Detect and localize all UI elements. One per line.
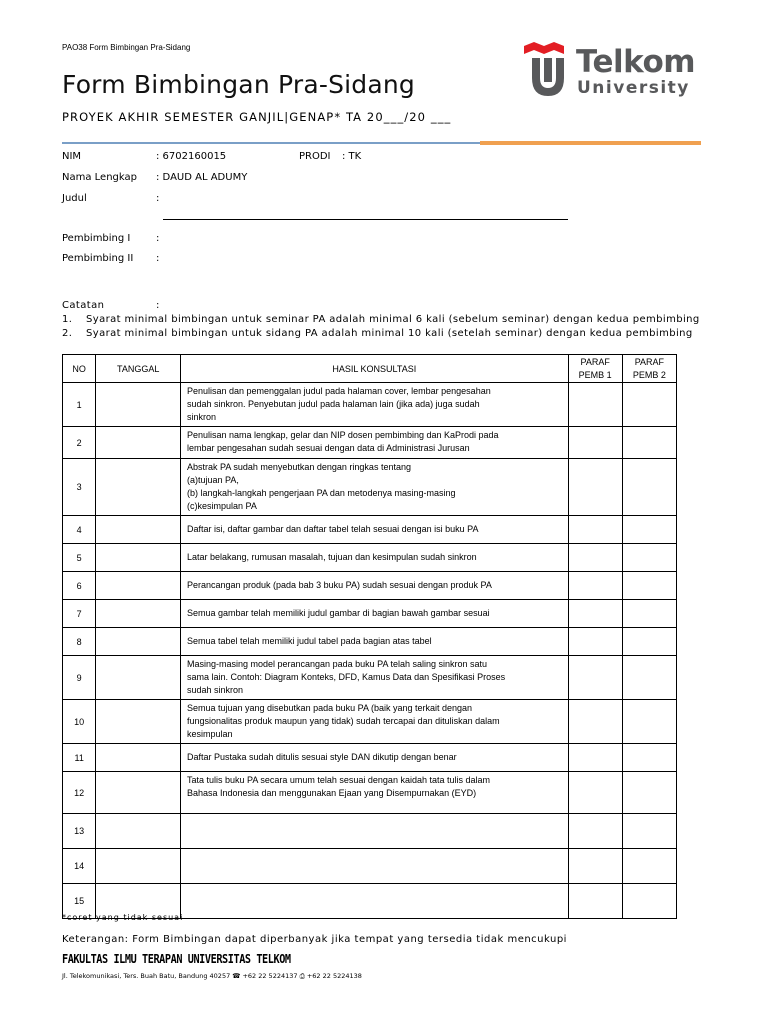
row-number: 10 [63, 700, 96, 744]
hasil-line: Penulisan nama lengkap, gelar dan NIP dosen pembimbing dan KaProdi pada [186, 430, 499, 440]
header-paraf-pemb2-line2: PEMB 2 [632, 369, 666, 380]
hasil-line: sudah sinkron [186, 685, 244, 695]
paraf-pemb2-cell[interactable] [622, 884, 676, 919]
row-number: 4 [63, 516, 96, 544]
paraf-pemb1-cell[interactable] [568, 884, 622, 919]
tanggal-cell[interactable] [96, 849, 181, 884]
paraf-pemb2-cell[interactable] [622, 849, 676, 884]
fakultas-address: Jl. Telekomunikasi, Ters. Buah Batu, Bandung 40257 ☎ +62 22 5224137 ⎙ +62 22 5224138 [62, 972, 362, 980]
tanggal-cell[interactable] [96, 427, 181, 459]
hasil-line: Daftar isi, daftar gambar dan daftar tabel telah sesuai dengan isi buku PA [186, 524, 479, 534]
paraf-pemb2-cell[interactable] [622, 628, 676, 656]
hasil-konsultasi-cell [180, 544, 568, 572]
tanggal-cell[interactable] [96, 383, 181, 427]
table-row [63, 600, 677, 628]
paraf-pemb2-cell[interactable] [622, 544, 676, 572]
header-paraf-pemb2-line1: PARAF [634, 356, 665, 367]
hasil-konsultasi-cell [180, 849, 568, 884]
hasil-line: sinkron [186, 412, 216, 422]
hasil-konsultasi-cell [180, 744, 568, 772]
hasil-line: Semua tabel telah memiliki judul tabel pada bagian atas tabel [186, 636, 432, 646]
konsultasi-table [62, 354, 677, 919]
header-paraf-pemb2 [622, 355, 676, 383]
table-row [63, 516, 677, 544]
prodi-label: PRODI [299, 151, 331, 162]
hasil-konsultasi-cell [180, 656, 568, 700]
tanggal-cell[interactable] [96, 600, 181, 628]
row-number: 15 [63, 884, 96, 919]
hasil-konsultasi-cell [180, 572, 568, 600]
catatan-item: Syarat minimal bimbingan untuk sidang PA adalah minimal 10 kali (setelah seminar) dengan kedua pembimbing [86, 328, 693, 339]
paraf-pemb1-cell[interactable] [568, 656, 622, 700]
keterangan-note: Keterangan: Form Bimbingan dapat diperbanyak jika tempat yang tersedia tidak mencukupi [62, 934, 567, 945]
judul-value: : [156, 193, 160, 204]
hasil-line: kesimpulan [186, 729, 233, 739]
table-header-row [63, 355, 677, 383]
row-number: 3 [63, 459, 96, 516]
page-subtitle: PROYEK AKHIR SEMESTER GANJIL|GENAP* TA 20___/20 ___ [62, 110, 452, 124]
paraf-pemb1-cell[interactable] [568, 459, 622, 516]
catatan-item-num: 2. [62, 328, 73, 339]
row-number: 8 [63, 628, 96, 656]
hasil-line: Tata tulis buku PA secara umum telah sesuai dengan kaidah tata tulis dalam [186, 775, 490, 785]
row-number: 1 [63, 383, 96, 427]
header-paraf-pemb1-line2: PEMB 1 [578, 369, 612, 380]
paraf-pemb2-cell[interactable] [622, 427, 676, 459]
table-row [63, 772, 677, 814]
nama-label: Nama Lengkap [62, 172, 137, 183]
telkom-logo-icon [522, 42, 578, 100]
paraf-pemb1-cell[interactable] [568, 600, 622, 628]
paraf-pemb2-cell[interactable] [622, 600, 676, 628]
hasil-konsultasi-cell [180, 884, 568, 919]
hasil-konsultasi-cell [180, 383, 568, 427]
hasil-konsultasi-cell [180, 427, 568, 459]
table-row [63, 849, 677, 884]
paraf-pemb1-cell[interactable] [568, 744, 622, 772]
table-row [63, 572, 677, 600]
page-title: Form Bimbingan Pra-Sidang [62, 70, 415, 99]
hasil-line: Latar belakang, rumusan masalah, tujuan dan kesimpulan sudah sinkron [186, 552, 477, 562]
logo-wordmark-university: University [577, 78, 690, 98]
hasil-line: Abstrak PA sudah menyebutkan dengan ringkas tentang [186, 462, 411, 472]
table-row [63, 427, 677, 459]
hasil-line: lembar pengesahan sudah sesuai dengan data di Administrasi Jurusan [186, 443, 470, 453]
hasil-line: fungsionalitas produk maupun yang tidak) sudah tercapai dan dituliskan dalam [186, 716, 500, 726]
hasil-line: Bahasa Indonesia dan menggunakan Ejaan yang Disempurnakan (EYD) [186, 788, 477, 798]
fakultas-name: FAKULTAS ILMU TERAPAN UNIVERSITAS TELKOM [62, 952, 291, 966]
header-divider-orange [480, 141, 701, 145]
hasil-line: sama lain. Contoh: Diagram Konteks, DFD, Kamus Data dan Spesifikasi Proses [186, 672, 506, 682]
table-row [63, 744, 677, 772]
hasil-line: Perancangan produk (pada bab 3 buku PA) sudah sesuai dengan produk PA [186, 580, 492, 590]
table-row [63, 459, 677, 516]
paraf-pemb2-cell[interactable] [622, 572, 676, 600]
nama-value: : DAUD AL ADUMY [156, 172, 248, 183]
tanggal-cell[interactable] [96, 516, 181, 544]
hasil-konsultasi-cell [180, 600, 568, 628]
hasil-konsultasi-cell [180, 459, 568, 516]
tanggal-cell[interactable] [96, 814, 181, 849]
hasil-konsultasi-cell [180, 772, 568, 814]
table-row [63, 656, 677, 700]
table-body [63, 383, 677, 919]
header-no: NO [63, 355, 96, 383]
hasil-konsultasi-cell [180, 516, 568, 544]
paraf-pemb1-cell[interactable] [568, 700, 622, 744]
paraf-pemb2-cell[interactable] [622, 814, 676, 849]
document-code: PAO38 Form Bimbingan Pra-Sidang [62, 43, 191, 52]
header-paraf-pemb1 [568, 355, 622, 383]
tanggal-cell[interactable] [96, 656, 181, 700]
hasil-konsultasi-cell [180, 628, 568, 656]
header-hasil-konsultasi: HASIL KONSULTASI [180, 355, 568, 383]
tanggal-cell[interactable] [96, 628, 181, 656]
hasil-line: Semua gambar telah memiliki judul gambar di bagian bawah gambar sesuai [186, 608, 490, 618]
hasil-line: (c)kesimpulan PA [186, 501, 257, 511]
table-row [63, 628, 677, 656]
paraf-pemb2-cell[interactable] [622, 383, 676, 427]
nim-label: NIM [62, 151, 82, 162]
hasil-line: Masing-masing model perancangan pada buku PA telah saling sinkron satu [186, 659, 488, 669]
tanggal-cell[interactable] [96, 772, 181, 814]
pembimbing1-value: : [156, 233, 160, 244]
logo-wordmark-telkom: Telkom [576, 44, 696, 80]
tanggal-cell[interactable] [96, 459, 181, 516]
table-row [63, 700, 677, 744]
catatan-item-num: 1. [62, 314, 73, 325]
paraf-pemb1-cell[interactable] [568, 427, 622, 459]
paraf-pemb2-cell[interactable] [622, 516, 676, 544]
catatan-item: Syarat minimal bimbingan untuk seminar PA adalah minimal 6 kali (sebelum seminar) dengan kedua pembimbing [86, 314, 700, 325]
catatan-label: Catatan [62, 300, 105, 311]
pembimbing2-value: : [156, 253, 160, 264]
hasil-konsultasi-cell [180, 700, 568, 744]
tanggal-cell[interactable] [96, 572, 181, 600]
paraf-pemb1-cell[interactable] [568, 383, 622, 427]
row-number: 14 [63, 849, 96, 884]
tanggal-cell[interactable] [96, 744, 181, 772]
row-number: 9 [63, 656, 96, 700]
header-divider-blue [62, 142, 480, 144]
header-paraf-pemb1-line1: PARAF [580, 356, 610, 367]
paraf-pemb1-cell[interactable] [568, 544, 622, 572]
pembimbing2-label: Pembimbing II [62, 253, 134, 264]
nim-value: : 6702160015 [156, 151, 227, 162]
tanggal-cell[interactable] [96, 700, 181, 744]
paraf-pemb2-cell[interactable] [622, 459, 676, 516]
coret-note: *coret yang tidak sesuai [62, 913, 184, 922]
table-row [63, 814, 677, 849]
judul-label: Judul [62, 193, 87, 204]
judul-fill-line [163, 219, 568, 220]
paraf-pemb2-cell[interactable] [622, 772, 676, 814]
paraf-pemb2-cell[interactable] [622, 744, 676, 772]
paraf-pemb1-cell[interactable] [568, 849, 622, 884]
row-number: 13 [63, 814, 96, 849]
paraf-pemb2-cell[interactable] [622, 656, 676, 700]
hasil-line: Penulisan dan pemenggalan judul pada halaman cover, lembar pengesahan [186, 386, 491, 396]
hasil-line: sudah sinkron. Penyebutan judul pada halaman lain (jika ada) juga sudah [186, 399, 480, 409]
row-number: 12 [63, 772, 96, 814]
table-row [63, 383, 677, 427]
row-number: 2 [63, 427, 96, 459]
row-number: 6 [63, 572, 96, 600]
row-number: 11 [63, 744, 96, 772]
paraf-pemb1-cell[interactable] [568, 628, 622, 656]
hasil-line: Daftar Pustaka sudah ditulis sesuai style DAN dikutip dengan benar [186, 752, 457, 762]
row-number: 5 [63, 544, 96, 572]
hasil-line: (b) langkah-langkah pengerjaan PA dan metodenya masing-masing [186, 488, 456, 498]
tanggal-cell[interactable] [96, 544, 181, 572]
prodi-value: : TK [342, 151, 362, 162]
hasil-line: (a)tujuan PA, [186, 475, 239, 485]
pembimbing1-label: Pembimbing I [62, 233, 131, 244]
table-row [63, 544, 677, 572]
hasil-konsultasi-cell [180, 814, 568, 849]
catatan-colon: : [156, 300, 160, 311]
hasil-line: Semua tujuan yang disebutkan pada buku PA (baik yang terkait dengan [186, 703, 473, 713]
paraf-pemb1-cell[interactable] [568, 572, 622, 600]
row-number: 7 [63, 600, 96, 628]
paraf-pemb1-cell[interactable] [568, 814, 622, 849]
paraf-pemb2-cell[interactable] [622, 700, 676, 744]
header-tanggal: TANGGAL [96, 355, 181, 383]
paraf-pemb1-cell[interactable] [568, 772, 622, 814]
paraf-pemb1-cell[interactable] [568, 516, 622, 544]
